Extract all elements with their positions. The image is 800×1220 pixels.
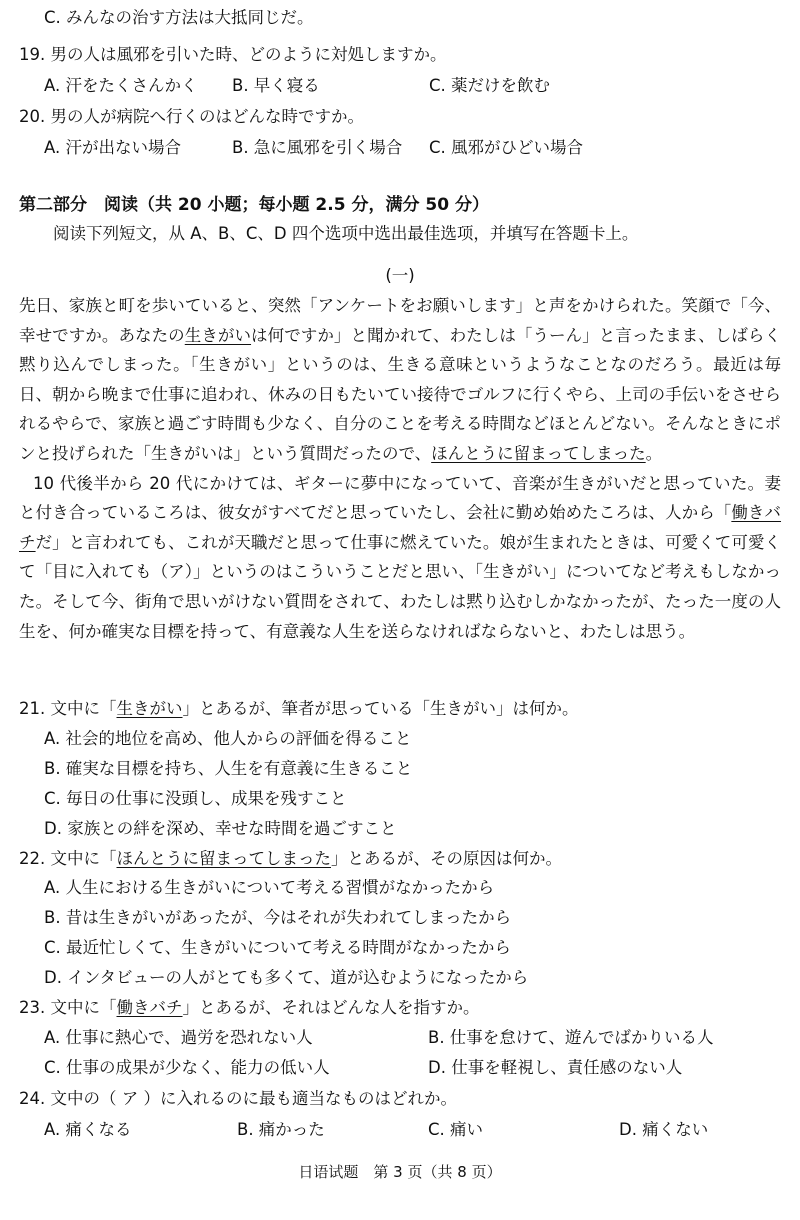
- p1-underline-ikigai: 生きがい: [184, 325, 252, 345]
- passage-body: [19, 291, 781, 646]
- q22-underline: ほんとうに留まってしまった: [116, 849, 331, 868]
- q21-option-b: B. 確実な目標を持ち、人生を有意義に生きること: [44, 759, 413, 778]
- q24-option-c: C. 痛い: [428, 1120, 484, 1139]
- passage-paragraph-1: [19, 291, 781, 469]
- q20-option-a: A. 汗が出ない場合: [44, 138, 181, 157]
- p1-underline-tomatte: ほんとうに留まってしまった: [431, 443, 646, 463]
- q19-option-c: C. 薬だけを飲む: [429, 76, 551, 95]
- p2-underline-hatarakibachi: 働きバチ: [19, 503, 782, 552]
- section-instruction: 阅读下列短文，从 A、B、C、D 四个选项中选出最佳选项，并填写在答题卡上。: [53, 224, 639, 243]
- q18-option-c: C. みんなの治す方法は大抵同じだ。: [44, 8, 314, 27]
- q23-option-a: A. 仕事に熱心で、過労を恐れない人: [44, 1028, 313, 1047]
- passage-number: (一): [385, 266, 415, 285]
- q23-option-d: D. 仕事を軽視し、責任感のない人: [428, 1058, 683, 1077]
- q23-option-c: C. 仕事の成果が少なく、能力の低い人: [44, 1058, 330, 1077]
- q24-option-b: B. 痛かった: [237, 1120, 325, 1139]
- p1-text-1: 先日、家族と町を歩いていると、突然「アンケートをお願いします」と声をかけられた。笑顔で「今、幸せですか。あなたの: [19, 296, 781, 345]
- q23-text-1: 23. 文中に「: [19, 998, 117, 1017]
- q23-question: [19, 997, 480, 1019]
- q24-option-d: D. 痛くない: [619, 1120, 709, 1139]
- q20-option-b: B. 急に風邪を引く場合: [232, 138, 403, 157]
- q19-option-b: B. 早く寝る: [232, 76, 320, 95]
- p1-text-2: は何ですか」と聞かれて、わたしは「うーん」と言ったまま、しばらく黙り込んでしまった。「生きがい」というのは、生きる意味というようなことなのだろう。最近は毎日、朝から晩まで仕事に追われ、休みの日もたいてい接待でゴルフに行くやら、上司の手伝いをさせられるやらで、家族と過ごす時間も少なく、自分のことを考える時間などほとんどない。そんなときにポンと投げられた「生きがいは」という質問だったので、: [19, 325, 782, 463]
- q23-text-2: 」とあるが、それはどんな人を指すか。: [182, 998, 480, 1017]
- q21-text-2: 」とあるが、筆者が思っている「生きがい」は何か。: [182, 699, 579, 718]
- q24-question: 24. 文中の（ ア ）に入れるのに最も適当なものはどれか。: [19, 1089, 457, 1108]
- q19-question: 19. 男の人は風邪を引いた時、どのように対処しますか。: [19, 45, 447, 64]
- p2-text-1: 10 代後半から 20 代にかけては、ギターに夢中になっていて、音楽が生きがいだと思っていた。妻と付き合っているころは、彼女がすべてだと思っていたし、会社に勤め始めたころは、人から「: [19, 473, 781, 523]
- q22-option-d: D. インタビューの人がとても多くて、道が込むようになったから: [44, 968, 529, 987]
- q23-option-b: B. 仕事を怠けて、遊んでばかりいる人: [428, 1028, 714, 1047]
- q21-option-d: D. 家族との絆を深め、幸せな時間を過ごすこと: [44, 819, 397, 838]
- q21-question: [19, 698, 579, 720]
- page-footer: 日语试题 第 3 页（共 8 页）: [298, 1163, 502, 1181]
- section-heading: 第二部分 阅读（共 20 小题；每小题 2.5 分，满分 50 分）: [19, 195, 489, 215]
- q23-underline: 働きバチ: [116, 998, 183, 1017]
- q22-option-b: B. 昔は生きがいがあったが、今はそれが失われてしまったから: [44, 908, 512, 927]
- q19-option-a: A. 汗をたくさんかく: [44, 76, 198, 95]
- p1-text-3: 。: [645, 443, 663, 463]
- q21-option-a: A. 社会的地位を高め、他人からの評価を得ること: [44, 729, 412, 748]
- q20-question: 20. 男の人が病院へ行くのはどんな時ですか。: [19, 107, 364, 126]
- q22-question: [19, 848, 562, 870]
- q20-option-c: C. 風邪がひどい場合: [429, 138, 584, 157]
- q21-option-c: C. 毎日の仕事に没頭し、成果を残すこと: [44, 789, 347, 808]
- q24-option-a: A. 痛くなる: [44, 1120, 132, 1139]
- q22-option-a: A. 人生における生きがいについて考える習慣がなかったから: [44, 878, 495, 897]
- q22-option-c: C. 最近忙しくて、生きがいについて考える時間がなかったから: [44, 938, 511, 957]
- p2-text-2: だ」と言われても、これが天職だと思って仕事に燃えていた。娘が生まれたときは、可愛くて可愛くて「目に入れても（ア）」というのはこういうことだと思い、「生きがい」についてなど考えもしなかった。そして今、街角で思いがけない質問をされて、わたしは黙り込むしかなかったが、たった一度の人生を、何か確実な目標を持って、有意義な人生を送らなければならないと、わたしは思う。: [19, 532, 782, 641]
- q21-text-1: 21. 文中に「: [19, 699, 117, 718]
- q22-text-2: 」とあるが、その原因は何か。: [331, 849, 562, 868]
- q21-underline: 生きがい: [116, 699, 183, 718]
- passage-paragraph-2: [19, 469, 781, 647]
- q22-text-1: 22. 文中に「: [19, 849, 117, 868]
